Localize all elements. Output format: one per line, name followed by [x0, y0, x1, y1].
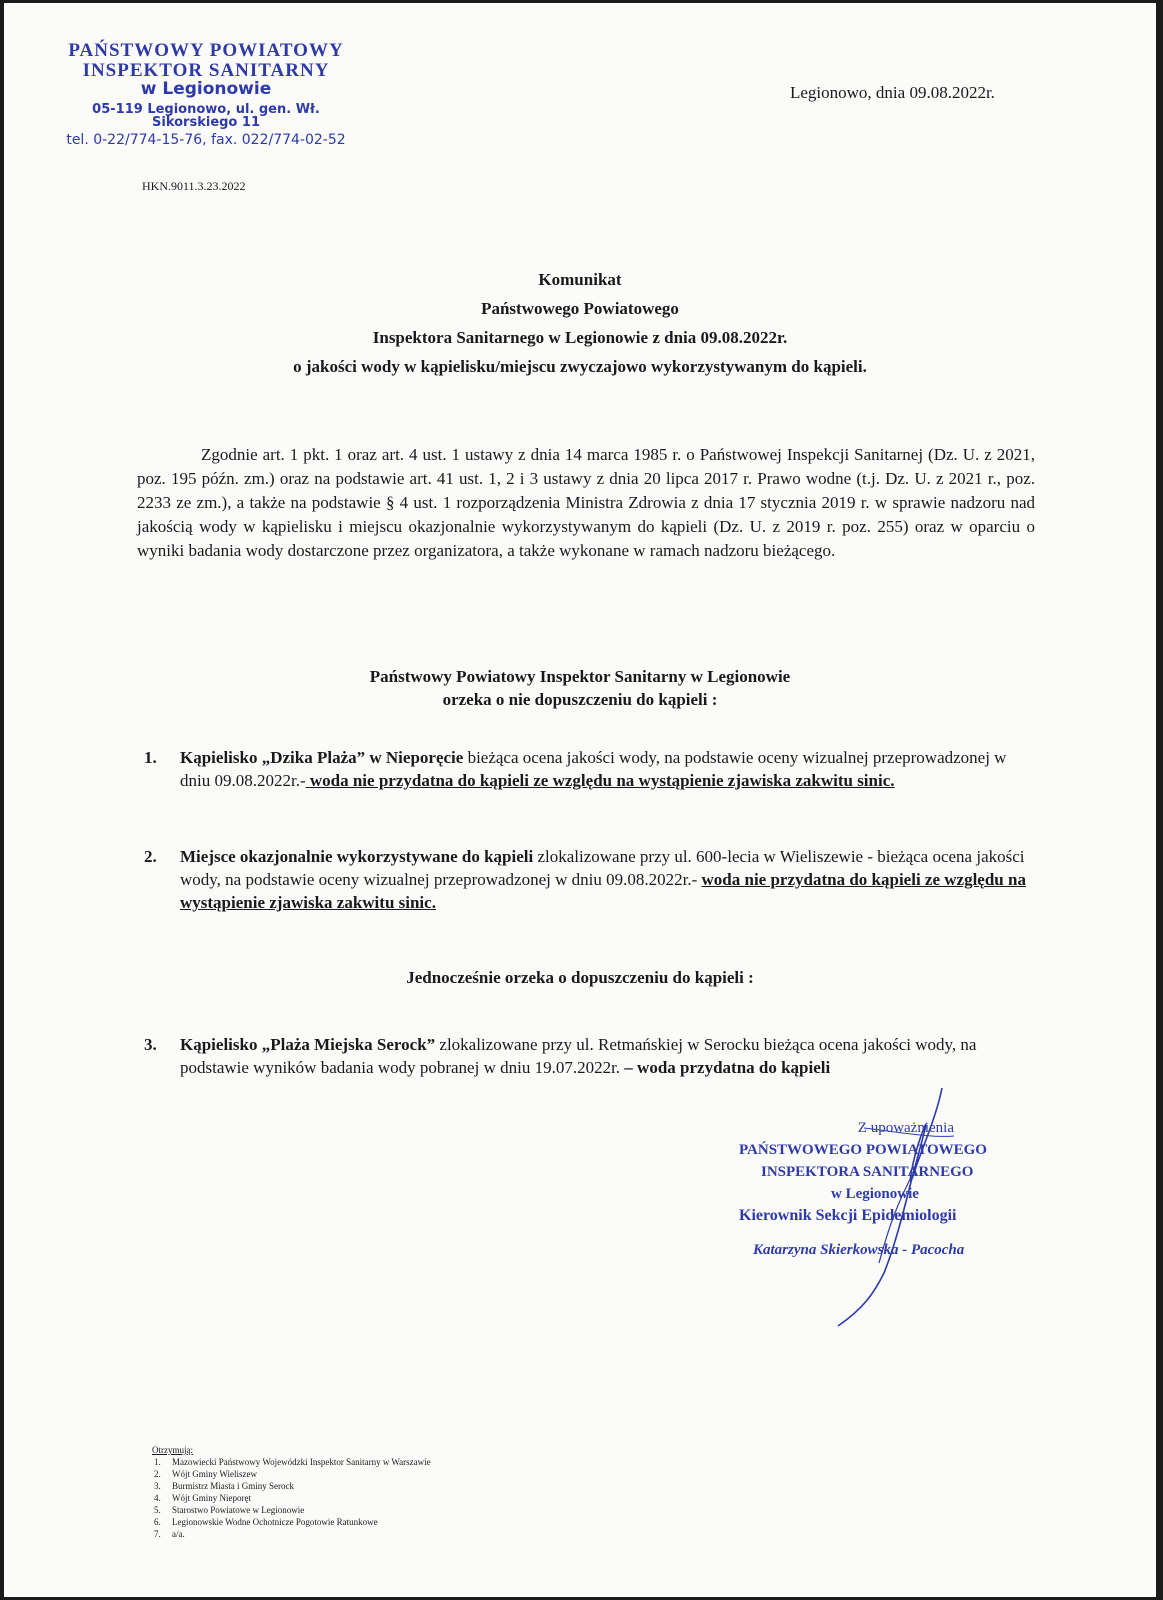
document-page: [4, 3, 1156, 1597]
recipient-name: a/a.: [172, 1529, 185, 1539]
item-verdict: woda nie przydatna do kąpieli ze względu na wystąpienie zjawiska zakwitu sinic.: [180, 870, 1026, 912]
recipient-name: Mazowiecki Państwowy Wojewódzki Inspektor Sanitarny w Warszawie: [172, 1457, 431, 1467]
item-body: [180, 746, 1039, 792]
stamp-line: w Legionowie: [140, 78, 272, 99]
list-item: [144, 1033, 1039, 1079]
decision-line: orzeka o nie dopuszczeniu do kąpieli :: [442, 690, 718, 709]
recipient-name: Burmistrz Miasta i Gminy Serock: [172, 1481, 294, 1491]
allow-heading: Jednocześnie orzeka o dopuszczeniu do kąpieli :: [406, 968, 754, 987]
item-verdict: – woda przydatna do kąpieli: [624, 1058, 831, 1077]
header-stamp: [56, 41, 356, 148]
item-title: Miejsce okazjonalnie wykorzystywane do kąpieli: [180, 847, 534, 866]
recipient-item: 2. Wójt Gminy Wieliszew: [154, 1469, 257, 1479]
signatory-name: Katarzyna Skierkowska - Pacocha: [753, 1242, 965, 1258]
item-title: Kąpielisko „Dzika Plaża” w Nieporęcie: [180, 748, 464, 767]
intro-paragraph: [137, 443, 1035, 563]
item-number: 1.: [144, 748, 157, 767]
decision-line: Państwowy Powiatowy Inspektor Sanitarny w Legionowie: [369, 667, 791, 686]
list-item: [144, 845, 1039, 914]
item-text: zlokalizowane przy ul. Retmańskiej w Serocku bieżąca ocena jakości wody, na podstawie wyników badania wody pobranej w dniu 19.07.2022r.: [180, 1035, 977, 1077]
recipient-name: Starostwo Powiatowe w Legionowie: [172, 1505, 305, 1515]
decision-heading: [4, 665, 1156, 711]
title-line: o jakości wody w kąpielisku/miejscu zwyczajowo wykorzystywanym do kąpieli.: [293, 357, 867, 376]
document-title: [4, 265, 1156, 381]
stamp-line: 05-119 Legionowo, ul. gen. Wł. Sikorskiego 11: [92, 101, 320, 131]
stamp-line: Kierownik Sekcji Epidemiologii: [739, 1207, 957, 1224]
list-item: [144, 746, 1039, 792]
recipient-item: 5. Starostwo Powiatowe w Legionowie: [154, 1505, 305, 1515]
stamp-line: PAŃSTWOWEGO POWIATOWEGO: [739, 1142, 987, 1158]
handwritten-signature: [824, 1088, 964, 1328]
place-date: Legionowo, dnia 09.08.2022r.: [790, 83, 995, 102]
recipient-item: 4. Wójt Gminy Nieporęt: [154, 1493, 251, 1503]
stamp-line: Z upoważnienia: [857, 1120, 954, 1136]
stamp-line: PAŃSTWOWY POWIATOWY: [68, 40, 344, 61]
stamp-line: tel. 0-22/774-15-76, fax. 022/774-02-52: [66, 132, 346, 148]
title-line: Państwowego Powiatowego: [481, 299, 679, 318]
recipient-item: 7. a/a.: [154, 1529, 185, 1539]
item-text: zlokalizowane przy ul. 600-lecia w Wieliszewie - bieżąca ocena jakości wody, na podstawie oceny wizualnej przeprowadzonej w dniu 09.08.2022r.-: [180, 847, 1025, 889]
item-text: bieżąca ocena jakości wody, na podstawie oceny wizualnej przeprowadzonej w dniu 09.08.2022r.-: [180, 748, 1007, 790]
recipient-name: Wójt Gminy Nieporęt: [172, 1493, 251, 1503]
stamp-line: INSPEKTOR SANITARNY: [82, 59, 330, 81]
item-body: [180, 1033, 1039, 1079]
stamp-line: INSPEKTORA SANITARNEGO: [761, 1164, 974, 1180]
item-number: 2.: [144, 847, 157, 866]
reference-number: HKN.9011.3.23.2022: [142, 179, 246, 193]
recipients-heading: Otrzymują:: [152, 1445, 193, 1455]
item-body: [180, 845, 1039, 914]
stamp-line: w Legionowie: [831, 1186, 919, 1202]
recipient-name: Legionowskie Wodne Ochotnicze Pogotowie Ratunkowe: [172, 1517, 378, 1527]
item-verdict: woda nie przydatna do kąpieli ze względu na wystąpienie zjawiska zakwitu sinic.: [305, 771, 895, 790]
title-line: Inspektora Sanitarnego w Legionowie z dnia 09.08.2022r.: [372, 328, 788, 347]
recipients-list: [152, 1444, 431, 1540]
recipient-name: Wójt Gminy Wieliszew: [172, 1469, 257, 1479]
recipient-item: 1. Mazowiecki Państwowy Wojewódzki Inspektor Sanitarny w Warszawie: [154, 1457, 431, 1467]
recipient-item: 3. Burmistrz Miasta i Gminy Serock: [154, 1481, 294, 1491]
item-title: Kąpielisko „Plaża Miejska Serock”: [180, 1035, 436, 1054]
recipient-item: 6. Legionowskie Wodne Ochotnicze Pogotowie Ratunkowe: [154, 1517, 378, 1527]
title-line: Komunikat: [538, 270, 622, 289]
intro-text: Zgodnie art. 1 pkt. 1 oraz art. 4 ust. 1 ustawy z dnia 14 marca 1985 r. o Państwowej Inspekcji Sanitarnej (Dz. U. z 2021, poz. 195 późn. zm.) oraz na podstawie art. 41 ust. 1, 2 i 3 ustawy z dnia 20 lipca 2017 r. Prawo wodne (t.j. Dz. U. z 2021 r., poz. 2233 ze zm.), a także na podstawie § 4 ust. 1 rozporządzenia Ministra Zdrowia z dnia 17 stycznia 2019 r. w sprawie nadzoru nad jakością wody w kąpielisku i miejscu okazjonalnie wykorzystywanym do kąpieli (Dz. U. z 2019 r. poz. 255) oraz w oparciu o wyniki badania wody dostarczone przez organizatora, a także wykonane w ramach nadzoru bieżącego.: [137, 445, 1035, 560]
item-number: 3.: [144, 1035, 157, 1054]
